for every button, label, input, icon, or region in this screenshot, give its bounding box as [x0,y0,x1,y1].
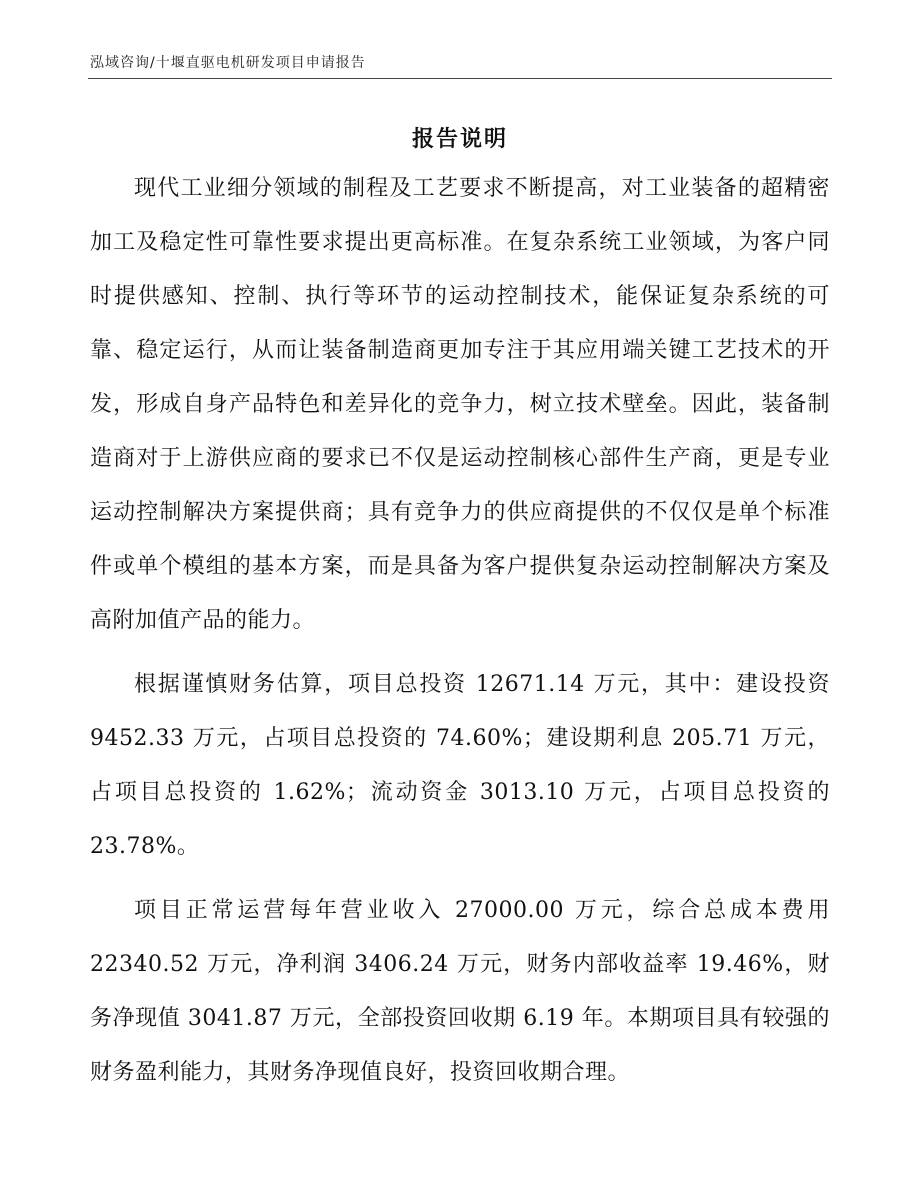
paragraph-background: 现代工业细分领域的制程及工艺要求不断提高，对工业装备的超精密加工及稳定性可靠性要求提出更高标准。在复杂系统工业领域，为客户同时提供感知、控制、执行等环节的运动控制技术，能保证复杂系统的可靠、稳定运行，从而让装备制造商更加专注于其应用端关键工艺技术的开发，形成自身产品特色和差异化的竞争力，树立技术壁垒。因此，装备制造商对于上游供应商的要求已不仅是运动控制核心部件生产商，更是专业运动控制解决方案提供商；具有竞争力的供应商提供的不仅仅是单个标准件或单个模组的基本方案，而是具备为客户提供复杂运动控制解决方案及高附加值产品的能力。 [90,176,830,633]
paragraph-returns: 项目正常运营每年营业收入 27000.00 万元，综合总成本费用 22340.52 万元，净利润 3406.24 万元，财务内部收益率 19.46%，财务净现值 3041.87 万元，全部投资回收期 6.19 年。本期项目具有较强的财务盈利能力，其财务净现值良好，投资回收期合理。 [90,898,830,1085]
running-header: 泓域咨询/十堰直驱电机研发项目申请报告 [90,55,366,71]
page-title: 报告说明 [411,127,508,152]
report-body [90,162,830,1110]
paragraph-investment: 根据谨慎财务估算，项目总投资 12671.14 万元，其中：建设投资 9452.33 万元，占项目总投资的 74.60%；建设期利息 205.71 万元，占项目总投资的 1.62%；流动资金 3013.10 万元，占项目总投资的 23.78%。 [90,672,830,859]
header-divider [88,78,832,79]
